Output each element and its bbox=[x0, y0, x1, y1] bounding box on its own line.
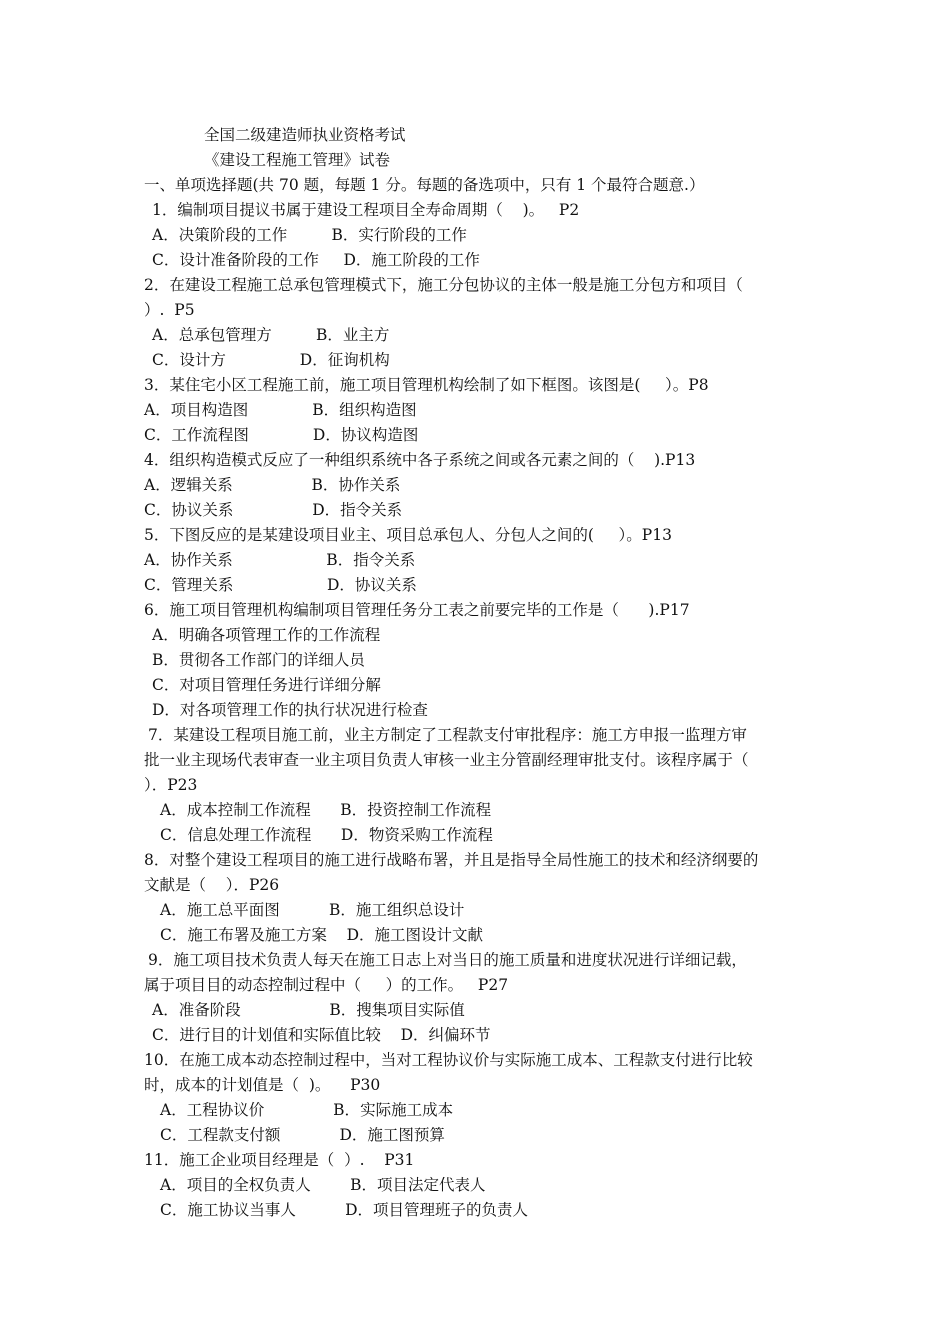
question-3: 3．某住宅小区工程施工前，施工项目管理机构绘制了如下框图。该图是( ）。P8 bbox=[144, 376, 709, 394]
q2-options-cd: C．设计方 D．征询机构 bbox=[152, 351, 390, 369]
question-9-cont: 属于项目目的动态控制过程中（ ）的工作。 P27 bbox=[144, 976, 509, 994]
q1-options-ab: A．决策阶段的工作 B．实行阶段的工作 bbox=[152, 226, 467, 244]
q5-options-ab: A．协作关系 B．指令关系 bbox=[144, 551, 416, 569]
q8-options-cd: C．施工布署及施工方案 D．施工图设计文献 bbox=[160, 926, 483, 944]
exam-subtitle: 《建设工程施工管理》试卷 bbox=[204, 151, 391, 169]
q11-options-cd: C．施工协议当事人 D．项目管理班子的负责人 bbox=[160, 1201, 529, 1219]
q4-options-cd: C．协议关系 D．指令关系 bbox=[144, 501, 403, 519]
q6-option-b: B．贯彻各工作部门的详细人员 bbox=[152, 651, 365, 669]
question-8-cont: 文献是（ ）．P26 bbox=[144, 876, 280, 894]
question-2: 2．在建设工程施工总承包管理模式下，施工分包协议的主体一般是施工分包方和项目（ bbox=[144, 276, 743, 294]
question-10-cont: 时，成本的计划值是（ )。 P30 bbox=[144, 1076, 381, 1094]
q7-options-cd: C．信息处理工作流程 D．物资采购工作流程 bbox=[160, 826, 493, 844]
question-8: 8．对整个建设工程项目的施工进行战略布署，并且是指导全局性施工的技术和经济纲要的 bbox=[144, 851, 759, 869]
q3-options-ab: A．项目构造图 B．组织构造图 bbox=[144, 401, 417, 419]
q1-options-cd: C．设计准备阶段的工作 D．施工阶段的工作 bbox=[152, 251, 480, 269]
q11-options-ab: A．项目的全权负责人 B．项目法定代表人 bbox=[160, 1176, 486, 1194]
question-2-cont: ）. P5 bbox=[144, 301, 195, 319]
question-7-cont-2: ）．P23 bbox=[144, 776, 198, 794]
q6-option-a: A．明确各项管理工作的工作流程 bbox=[152, 626, 381, 644]
question-7: 7．某建设工程项目施工前，业主方制定了工程款支付审批程序：施工方申报一监理方审 bbox=[148, 726, 747, 744]
q4-options-ab: A．逻辑关系 B．协作关系 bbox=[144, 476, 401, 494]
q10-options-ab: A．工程协议价 B．实际施工成本 bbox=[160, 1101, 454, 1119]
q8-options-ab: A．施工总平面图 B．施工组织总设计 bbox=[160, 901, 465, 919]
section-heading: 一、单项选择题(共 70 题，每题 1 分。每题的备选项中，只有 1 个最符合题意.） bbox=[144, 176, 705, 194]
exam-title: 全国二级建造师执业资格考试 bbox=[204, 126, 406, 144]
question-9: 9．施工项目技术负责人每天在施工日志上对当日的施工质量和进度状况进行详细记载， bbox=[148, 951, 747, 969]
q6-option-c: C．对项目管理任务进行详细分解 bbox=[152, 676, 381, 694]
question-10: 10．在施工成本动态控制过程中，当对工程协议价与实际施工成本、工程款支付进行比较 bbox=[144, 1051, 753, 1069]
q6-option-d: D．对各项管理工作的执行状况进行检查 bbox=[152, 701, 428, 719]
q5-options-cd: C．管理关系 D．协议关系 bbox=[144, 576, 417, 594]
q10-options-cd: C．工程款支付额 D．施工图预算 bbox=[160, 1126, 445, 1144]
question-5: 5．下图反应的是某建设项目业主、项目总承包人、分包人之间的( ）。P13 bbox=[144, 526, 672, 544]
q7-options-ab: A．成本控制工作流程 B．投资控制工作流程 bbox=[160, 801, 492, 819]
q3-options-cd: C．工作流程图 D．协议构造图 bbox=[144, 426, 419, 444]
question-11: 11．施工企业项目经理是（ ）. P31 bbox=[144, 1151, 415, 1169]
question-7-cont: 批一业主现场代表审查一业主项目负责人审核一业主分管副经理审批支付。该程序属于（ bbox=[144, 751, 749, 769]
question-4: 4．组织构造模式反应了一种组织系统中各子系统之间或各元素之间的（ ).P13 bbox=[144, 451, 696, 469]
q9-options-cd: C．进行目的计划值和实际值比较 D．纠偏环节 bbox=[152, 1026, 491, 1044]
question-1: 1．编制项目提议书属于建设工程项目全寿命周期（ )。 P2 bbox=[152, 201, 580, 219]
question-6: 6．施工项目管理机构编制项目管理任务分工表之前要完毕的工作是（ ).P17 bbox=[144, 601, 690, 619]
q9-options-ab: A．准备阶段 B．搜集项目实际值 bbox=[152, 1001, 465, 1019]
q2-options-ab: A．总承包管理方 B．业主方 bbox=[152, 326, 390, 344]
